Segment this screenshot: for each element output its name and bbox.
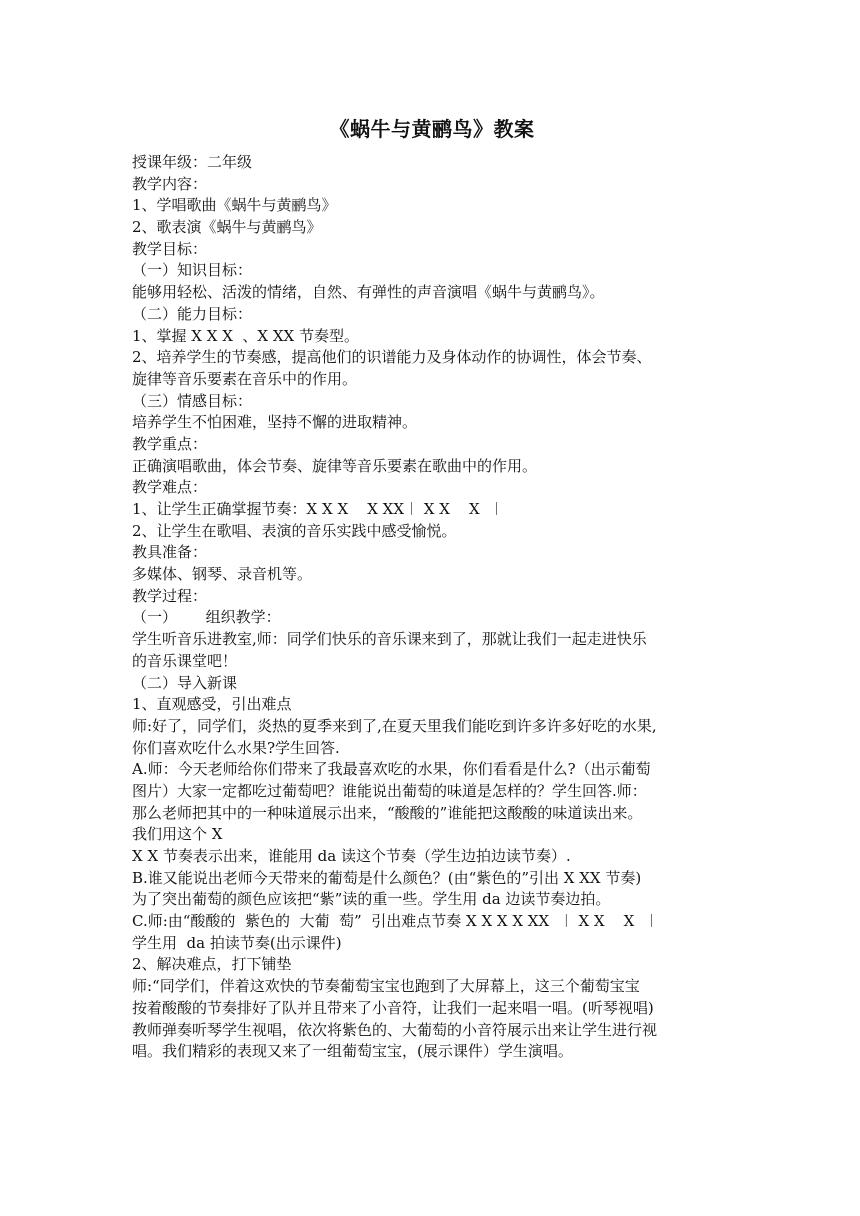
text-line: 教学内容： [132, 174, 208, 193]
text-line: （一） 组织教学： [132, 608, 281, 627]
text-line: 1、学唱歌曲《蜗牛与黄鹂鸟》 [132, 196, 337, 215]
text-line: 师:“同学们，伴着这欢快的节奏葡萄宝宝也跑到了大屏幕上，这三个葡萄宝宝 [132, 977, 640, 996]
text-line: 学生用 da 拍读节奏(出示课件) [132, 933, 342, 952]
document-body [132, 152, 732, 1063]
text-line: 授课年级：二年级 [132, 153, 253, 171]
text-line: 你们喜欢吃什么水果?学生回答. [132, 738, 340, 757]
text-line: B.谁又能说出老师今天带来的葡萄是什么颜色？(由“紫色的”引出 X XX 节奏) [132, 868, 642, 887]
text-line: A.师：今天老师给你们带来了我最喜欢吃的水果，你们看看是什么?（出示葡萄 [132, 760, 651, 779]
text-line: （一）知识目标： [132, 261, 253, 280]
text-line: 2、歌表演《蜗牛与黄鹂鸟》 [132, 218, 322, 237]
text-line: 为了突出葡萄的颜色应该把“紫”读的重一些。学生用 da 边读节奏边拍。 [132, 890, 611, 909]
text-line: 1、让学生正确掌握节奏：X X X X XX︱ X X X ︱ [132, 500, 505, 518]
text-line: 学生听音乐进教室,师：同学们快乐的音乐课来到了，那就让我们一起走进快乐 [132, 630, 647, 649]
text-line: X X 节奏表示出来，谁能用 da 读这个节奏（学生边拍边读节奏）. [132, 847, 571, 865]
text-line: 教具准备： [132, 543, 208, 562]
text-line: 旋律等音乐要素在音乐中的作用。 [132, 369, 358, 388]
text-line: 2、解决难点，打下铺垫 [132, 955, 292, 974]
text-line: 唱。我们精彩的表现又来了一组葡萄宝宝，(展示课件）学生演唱。 [132, 1042, 573, 1061]
text-line: 我们用这个 X [132, 825, 223, 844]
text-line: 1、直观感受，引出难点 [132, 695, 292, 714]
text-line: 按着酸酸的节奏排好了队并且带来了小音符，让我们一起来唱一唱。(听琴视唱) [132, 998, 654, 1017]
text-line: 教师弹奏听琴学生视唱，依次将紫色的、大葡萄的小音符展示出来让学生进行视 [132, 1020, 658, 1039]
text-line: C.师:由“酸酸的 紫色的 大葡 萄” 引出难点节奏 X X X X XX ︱ X X X ︱ [132, 912, 659, 931]
text-line: 教学重点： [132, 434, 208, 453]
text-line: 多媒体、钢琴、录音机等。 [132, 565, 313, 584]
text-line: （二）导入新课 [132, 673, 238, 692]
text-line: 图片）大家一定都吃过葡萄吧？谁能说出葡萄的味道是怎样的？学生回答.师： [132, 781, 647, 800]
text-line: 教学难点： [132, 478, 208, 497]
text-line: 的音乐课堂吧！ [132, 651, 238, 670]
text-line: （二）能力目标： [132, 304, 253, 323]
text-line: 2、让学生在歌唱、表演的音乐实践中感受愉悦。 [132, 521, 457, 540]
document-title: 《蜗牛与黄鹂鸟》教案 [329, 117, 535, 141]
text-line: 那么老师把其中的一种味道展示出来，“酸酸的”谁能把这酸酸的味道读出来。 [132, 803, 643, 822]
text-line: 能够用轻松、活泼的情绪，自然、有弹性的声音演唱《蜗牛与黄鹂鸟》。 [132, 283, 605, 302]
text-line: （三）情感目标： [132, 391, 253, 410]
text-line: 教学过程： [132, 586, 208, 605]
text-line: 1、掌握 X X X 、X XX 节奏型。 [132, 326, 359, 345]
text-line: 师:好了，同学们，炎热的夏季来到了,在夏天里我们能吃到许多许多好吃的水果, [132, 716, 657, 735]
text-line: 正确演唱歌曲，体会节奏、旋律等音乐要素在歌曲中的作用。 [132, 456, 538, 475]
text-line: 2、培养学生的节奏感，提高他们的识谱能力及身体动作的协调性，体会节奏、 [132, 348, 652, 367]
text-line: 教学目标： [132, 239, 208, 258]
text-line: 培养学生不怕困难，坚持不懈的进取精神。 [132, 413, 418, 432]
document-page [132, 112, 732, 1063]
